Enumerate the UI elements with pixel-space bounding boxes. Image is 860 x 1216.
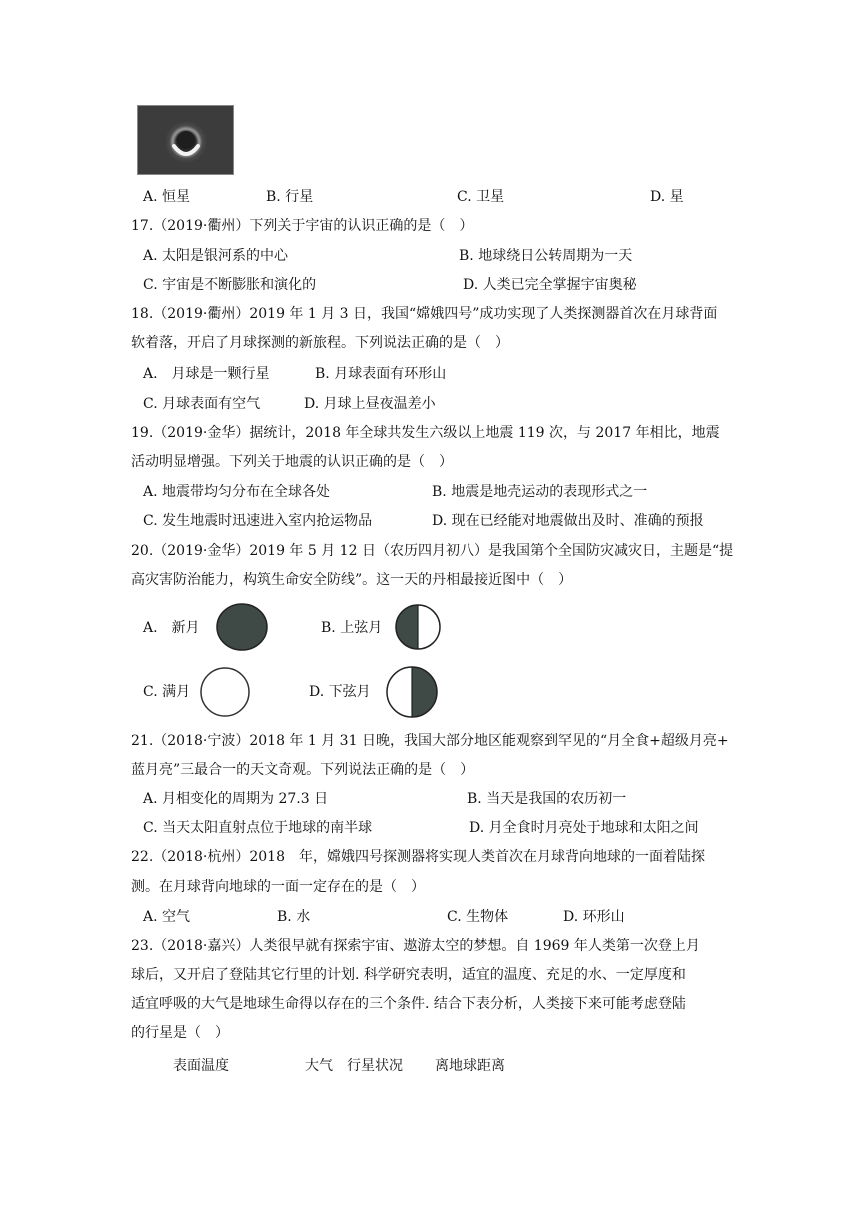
q19-stem-line-1: 19.（2019·金华）据统计，2018 年全球共发生六级以上地震 119 次，与 2017 年相比，地震 xyxy=(131,425,720,441)
table-header-distance-from-earth: 离地球距离 xyxy=(435,1058,505,1074)
table-header-atmosphere: 大气 xyxy=(305,1058,333,1074)
q22-stem-line-2: 测。在月球背向地球的一面一定存在的是（ ） xyxy=(131,879,425,895)
q17-stem: 17.（2019·衢州）下列关于宇宙的认识正确的是（ ） xyxy=(131,218,474,234)
q18-option-d[interactable]: D. 月球上昼夜温差小 xyxy=(304,396,436,412)
q20-option-d[interactable]: D. 下弦月 xyxy=(309,684,371,700)
q20-stem-line-1: 20.（2019·金华）2019 年 5 月 12 日（农历四月初八）是我国第个全国防灾减灾日，主题是“提 xyxy=(131,543,734,559)
q18-option-a[interactable]: A. 月球是一颗行星 xyxy=(143,366,270,382)
q19-option-a[interactable]: A. 地震带均匀分布在全球各处 xyxy=(143,484,331,500)
q20-option-c[interactable]: C. 满月 xyxy=(143,684,191,700)
q21-option-a[interactable]: A. 月相变化的周期为 27.3 日 xyxy=(143,791,329,807)
table-header-surface-temperature: 表面温度 xyxy=(173,1058,229,1074)
q16-option-a[interactable]: A. 恒星 xyxy=(143,189,191,205)
q20-option-a[interactable]: A. 新月 xyxy=(143,620,200,636)
q22-option-c[interactable]: C. 生物体 xyxy=(447,909,509,925)
q18-stem-line-2: 软着落，开启了月球探测的新旅程。下列说法正确的是（ ） xyxy=(131,335,509,351)
q21-option-d[interactable]: D. 月全食时月亮处于地球和太阳之间 xyxy=(469,820,699,836)
new-moon-icon xyxy=(215,602,269,652)
q17-option-a[interactable]: A. 太阳是银河系的中心 xyxy=(143,248,289,264)
q21-option-c[interactable]: C. 当天太阳直射点位于地球的南半球 xyxy=(143,820,373,836)
q22-option-b[interactable]: B. 水 xyxy=(277,909,311,925)
full-moon-icon xyxy=(199,666,251,718)
q20-stem-line-2: 高灾害防治能力，构筑生命安全防线”。这一天的丹相最接近图中（ ） xyxy=(131,572,573,588)
q16-option-c[interactable]: C. 卫星 xyxy=(457,189,505,205)
q16-option-d[interactable]: D. 星 xyxy=(650,189,684,205)
q17-option-b[interactable]: B. 地球绕日公转周期为一天 xyxy=(459,248,633,264)
black-hole-image xyxy=(138,106,234,175)
q23-stem-line-1: 23.（2018·嘉兴）人类很早就有探索宇宙、遨游太空的梦想。自 1969 年人类第一次登上月 xyxy=(131,938,700,954)
q18-option-c[interactable]: C. 月球表面有空气 xyxy=(143,396,261,412)
q21-option-b[interactable]: B. 当天是我国的农历初一 xyxy=(467,791,627,807)
q19-option-d[interactable]: D. 现在已经能对地震做出及时、准确的预报 xyxy=(432,513,704,529)
q21-stem-line-2: 蓝月亮”三最合一的天文奇观。下列说法正确的是（ ） xyxy=(131,762,475,778)
q19-option-b[interactable]: B. 地震是地壳运动的表现形式之一 xyxy=(432,484,648,500)
q23-stem-line-2: 球后，又开启了登陆其它行里的计划. 科学研究表明，适宜的温度、充足的水、一定厚度和 xyxy=(131,967,686,983)
q22-stem-line-1: 22.（2018·杭州）2018 年，嫦娥四号探测器将实现人类首次在月球背向地球的一面着陆探 xyxy=(131,849,705,865)
q22-option-d[interactable]: D. 环形山 xyxy=(563,909,625,925)
q17-option-c[interactable]: C. 宇宙是不断膨胀和演化的 xyxy=(143,277,317,293)
q17-option-d[interactable]: D. 人类已完全掌握宇宙奥秘 xyxy=(463,277,637,293)
q21-stem-line-1: 21.（2018·宁波）2018 年 1 月 31 日晚，我国大部分地区能观察到罕见的“月全食+超级月亮+ xyxy=(131,733,729,749)
last-quarter-moon-icon xyxy=(384,665,440,719)
q20-option-b[interactable]: B. 上弦月 xyxy=(321,620,383,636)
black-hole-photo xyxy=(137,105,234,175)
first-quarter-moon-icon xyxy=(394,603,442,651)
q18-stem-line-1: 18.（2019·衢州）2019 年 1 月 3 日，我国“嫦娥四号”成功实现了人类探测器首次在月球背面 xyxy=(131,306,718,322)
q16-option-b[interactable]: B. 行星 xyxy=(266,189,314,205)
q23-stem-line-4: 的行星是（ ） xyxy=(131,1025,229,1041)
table-header-planet-status: 行星状况 xyxy=(347,1058,403,1074)
q22-option-a[interactable]: A. 空气 xyxy=(143,909,191,925)
q23-stem-line-3: 适宜呼吸的大气是地球生命得以存在的三个条件. 结合下表分析，人类接下来可能考虑登陆 xyxy=(131,996,686,1012)
q19-stem-line-2: 活动明显增强。下列关于地震的认识正确的是（ ） xyxy=(131,454,453,470)
q18-option-b[interactable]: B. 月球表面有环形山 xyxy=(315,366,447,382)
q19-option-c[interactable]: C. 发生地震时迅速进入室内抢运物品 xyxy=(143,513,373,529)
